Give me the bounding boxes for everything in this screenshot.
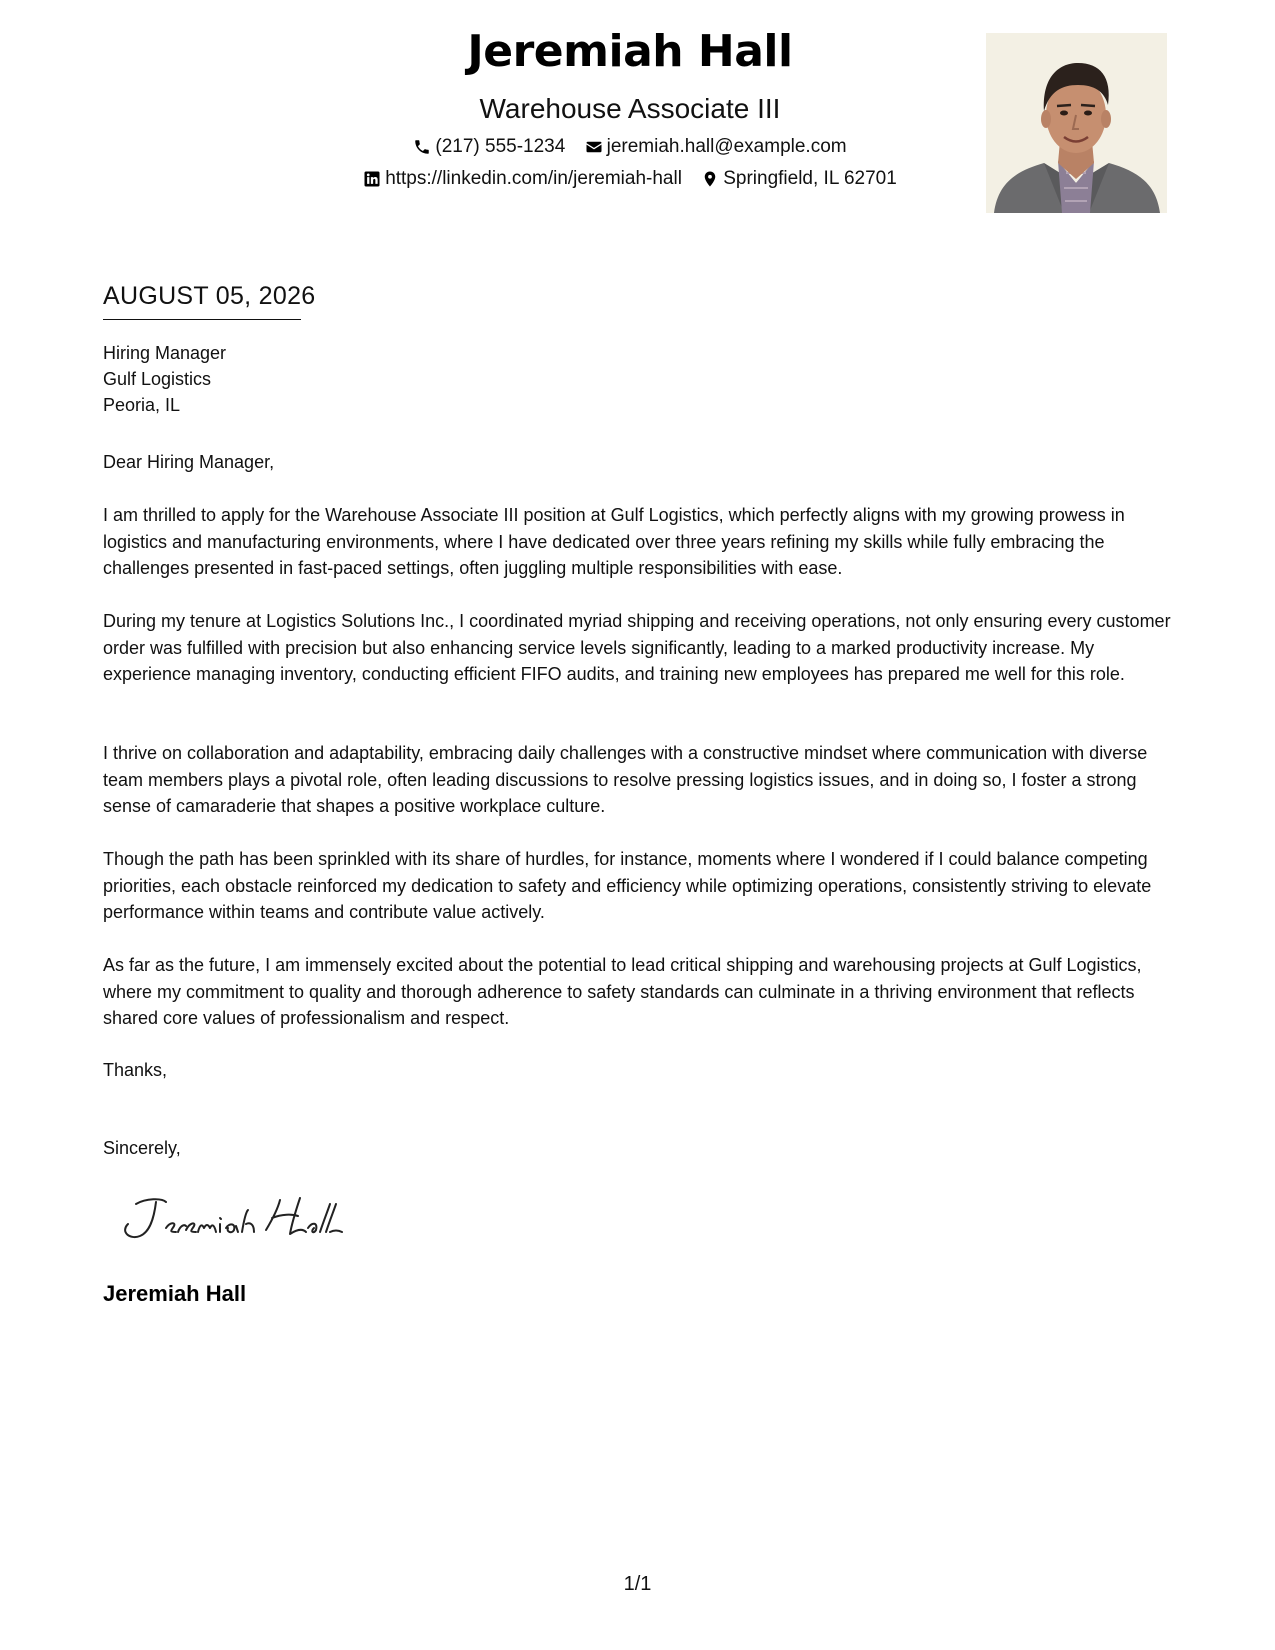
applicant-name: Jeremiah Hall: [467, 26, 793, 77]
recipient-title: Hiring Manager: [103, 343, 227, 363]
phone-icon: [413, 138, 431, 156]
closing-line: Sincerely,: [103, 1138, 181, 1158]
letter-date: AUGUST 05, 2026: [103, 282, 316, 310]
profile-photo: [986, 33, 1167, 213]
body-paragraph-5: As far as the future, I am immensely excited about the potential to lead critical shipping and warehousing projects at Gulf Logistics, where my commitment to quality and thorough adherence to safety standards can culminate in a thriving environment that reflects shared core values of professionalism and respect.: [103, 955, 1142, 1028]
applicant-role: Warehouse Associate III: [479, 93, 781, 124]
contact-email: [585, 135, 847, 159]
recipient-block: [103, 340, 1178, 418]
contact-location: [701, 167, 897, 191]
body-paragraph-2: During my tenure at Logistics Solutions Inc., I coordinated myriad shipping and receiving operations, not only ensuring every customer order was fulfilled with precision but also enhancing service levels significantly, leading to a marked productivity increase. My experience managing inventory, conducting efficient FIFO audits, and training new employees has prepared me well for this role.: [103, 611, 1171, 684]
contact-linkedin: [363, 167, 682, 191]
recipient-company: Gulf Logistics: [103, 369, 212, 389]
body-paragraph-1: I am thrilled to apply for the Warehouse Associate III position at Gulf Logistics, which perfectly aligns with my growing prowess in logistics and manufacturing environments, where I have dedicated over three years refining my skills while fully embracing the challenges presented in fast-paced settings, often juggling multiple responsibilities with ease.: [103, 505, 1125, 578]
signer-name: Jeremiah Hall: [103, 1281, 247, 1306]
date-underline: [103, 319, 301, 320]
linkedin-text: https://linkedin.com/in/jeremiah-hall: [385, 168, 682, 189]
thanks-line: Thanks,: [103, 1060, 168, 1080]
contact-phone: [413, 135, 565, 159]
location-text: Springfield, IL 62701: [723, 168, 897, 189]
handwritten-signature: [116, 1190, 356, 1250]
salutation: Dear Hiring Manager,: [103, 452, 275, 472]
body-paragraph-4: Though the path has been sprinkled with its share of hurdles, for instance, moments where I wondered if I could balance competing priorities, each obstacle reinforced my dedication to safety and efficiency while optimizing operations, consistently striving to elevate performance within teams and contribute value actively.: [103, 849, 1152, 922]
page-number: 1/1: [623, 1573, 652, 1595]
body-paragraph-3: I thrive on collaboration and adaptability, embracing daily challenges with a constructive mindset where communication with diverse team members plays a pivotal role, often leading discussions to resolve pressing logistics issues, and in doing so, I foster a strong sense of camaraderie that shapes a positive workplace culture.: [103, 743, 1148, 816]
recipient-location: Peoria, IL: [103, 395, 181, 415]
phone-text: (217) 555-1234: [435, 136, 566, 157]
map-pin-icon: [701, 170, 719, 188]
envelope-icon: [585, 138, 603, 156]
linkedin-icon: [363, 170, 381, 188]
email-text: jeremiah.hall@example.com: [606, 136, 847, 157]
